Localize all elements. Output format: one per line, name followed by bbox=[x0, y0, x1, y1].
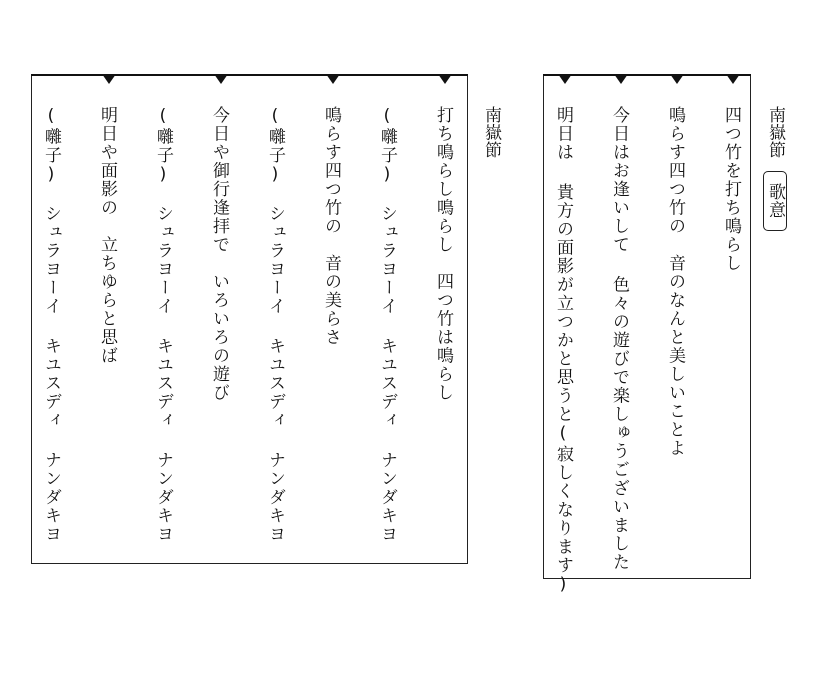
lyrics-line-6: (囃子) シュラヨーイ キユスディ ナンダキヨ bbox=[153, 106, 173, 544]
lyrics-top-rule bbox=[31, 74, 468, 76]
meaning-marker-1 bbox=[726, 74, 740, 84]
lyrics-line-2: (囃子) シュラヨーイ キユスディ ナンダキヨ bbox=[377, 106, 397, 544]
meaning-line-3: 今日はお逢いして 色々の遊びで楽しゅうございました bbox=[609, 106, 629, 572]
lyrics-line-3: 鳴らす四つ竹の 音の美らさ bbox=[321, 106, 341, 347]
lyrics-section-title: 南嶽節 bbox=[481, 106, 501, 159]
lyrics-marker-4 bbox=[102, 74, 116, 84]
lyrics-marker-3 bbox=[214, 74, 228, 84]
lyrics-line-1: 打ち鳴らし鳴らし 四つ竹は鳴らし bbox=[433, 106, 453, 402]
meaning-marker-2 bbox=[670, 74, 684, 84]
meaning-marker-3 bbox=[614, 74, 628, 84]
meaning-line-2: 鳴らす四つ竹の 音のなんと美しいことよ bbox=[665, 106, 685, 458]
lyrics-marker-1 bbox=[438, 74, 452, 84]
meaning-marker-4 bbox=[558, 74, 572, 84]
lyrics-line-7: 明日や面影の 立ちゆらと思ば bbox=[97, 106, 117, 365]
meaning-panel bbox=[543, 74, 751, 579]
meaning-top-rule bbox=[543, 74, 751, 76]
lyrics-marker-2 bbox=[326, 74, 340, 84]
meaning-badge: 歌意 bbox=[763, 171, 787, 231]
lyrics-line-5: 今日や御行逢拝で いろいろの遊び bbox=[209, 106, 229, 402]
meaning-line-4: 明日は 貴方の面影が立つかと思うと(寂しくなります) bbox=[553, 106, 573, 596]
meaning-section-title: 南嶽節 bbox=[765, 106, 785, 159]
lyrics-line-8: (囃子) シュラヨーイ キユスディ ナンダキヨ bbox=[41, 106, 61, 544]
lyrics-line-4: (囃子) シュラヨーイ キユスディ ナンダキヨ bbox=[265, 106, 285, 544]
meaning-line-1: 四つ竹を打ち鳴らし bbox=[721, 106, 741, 273]
